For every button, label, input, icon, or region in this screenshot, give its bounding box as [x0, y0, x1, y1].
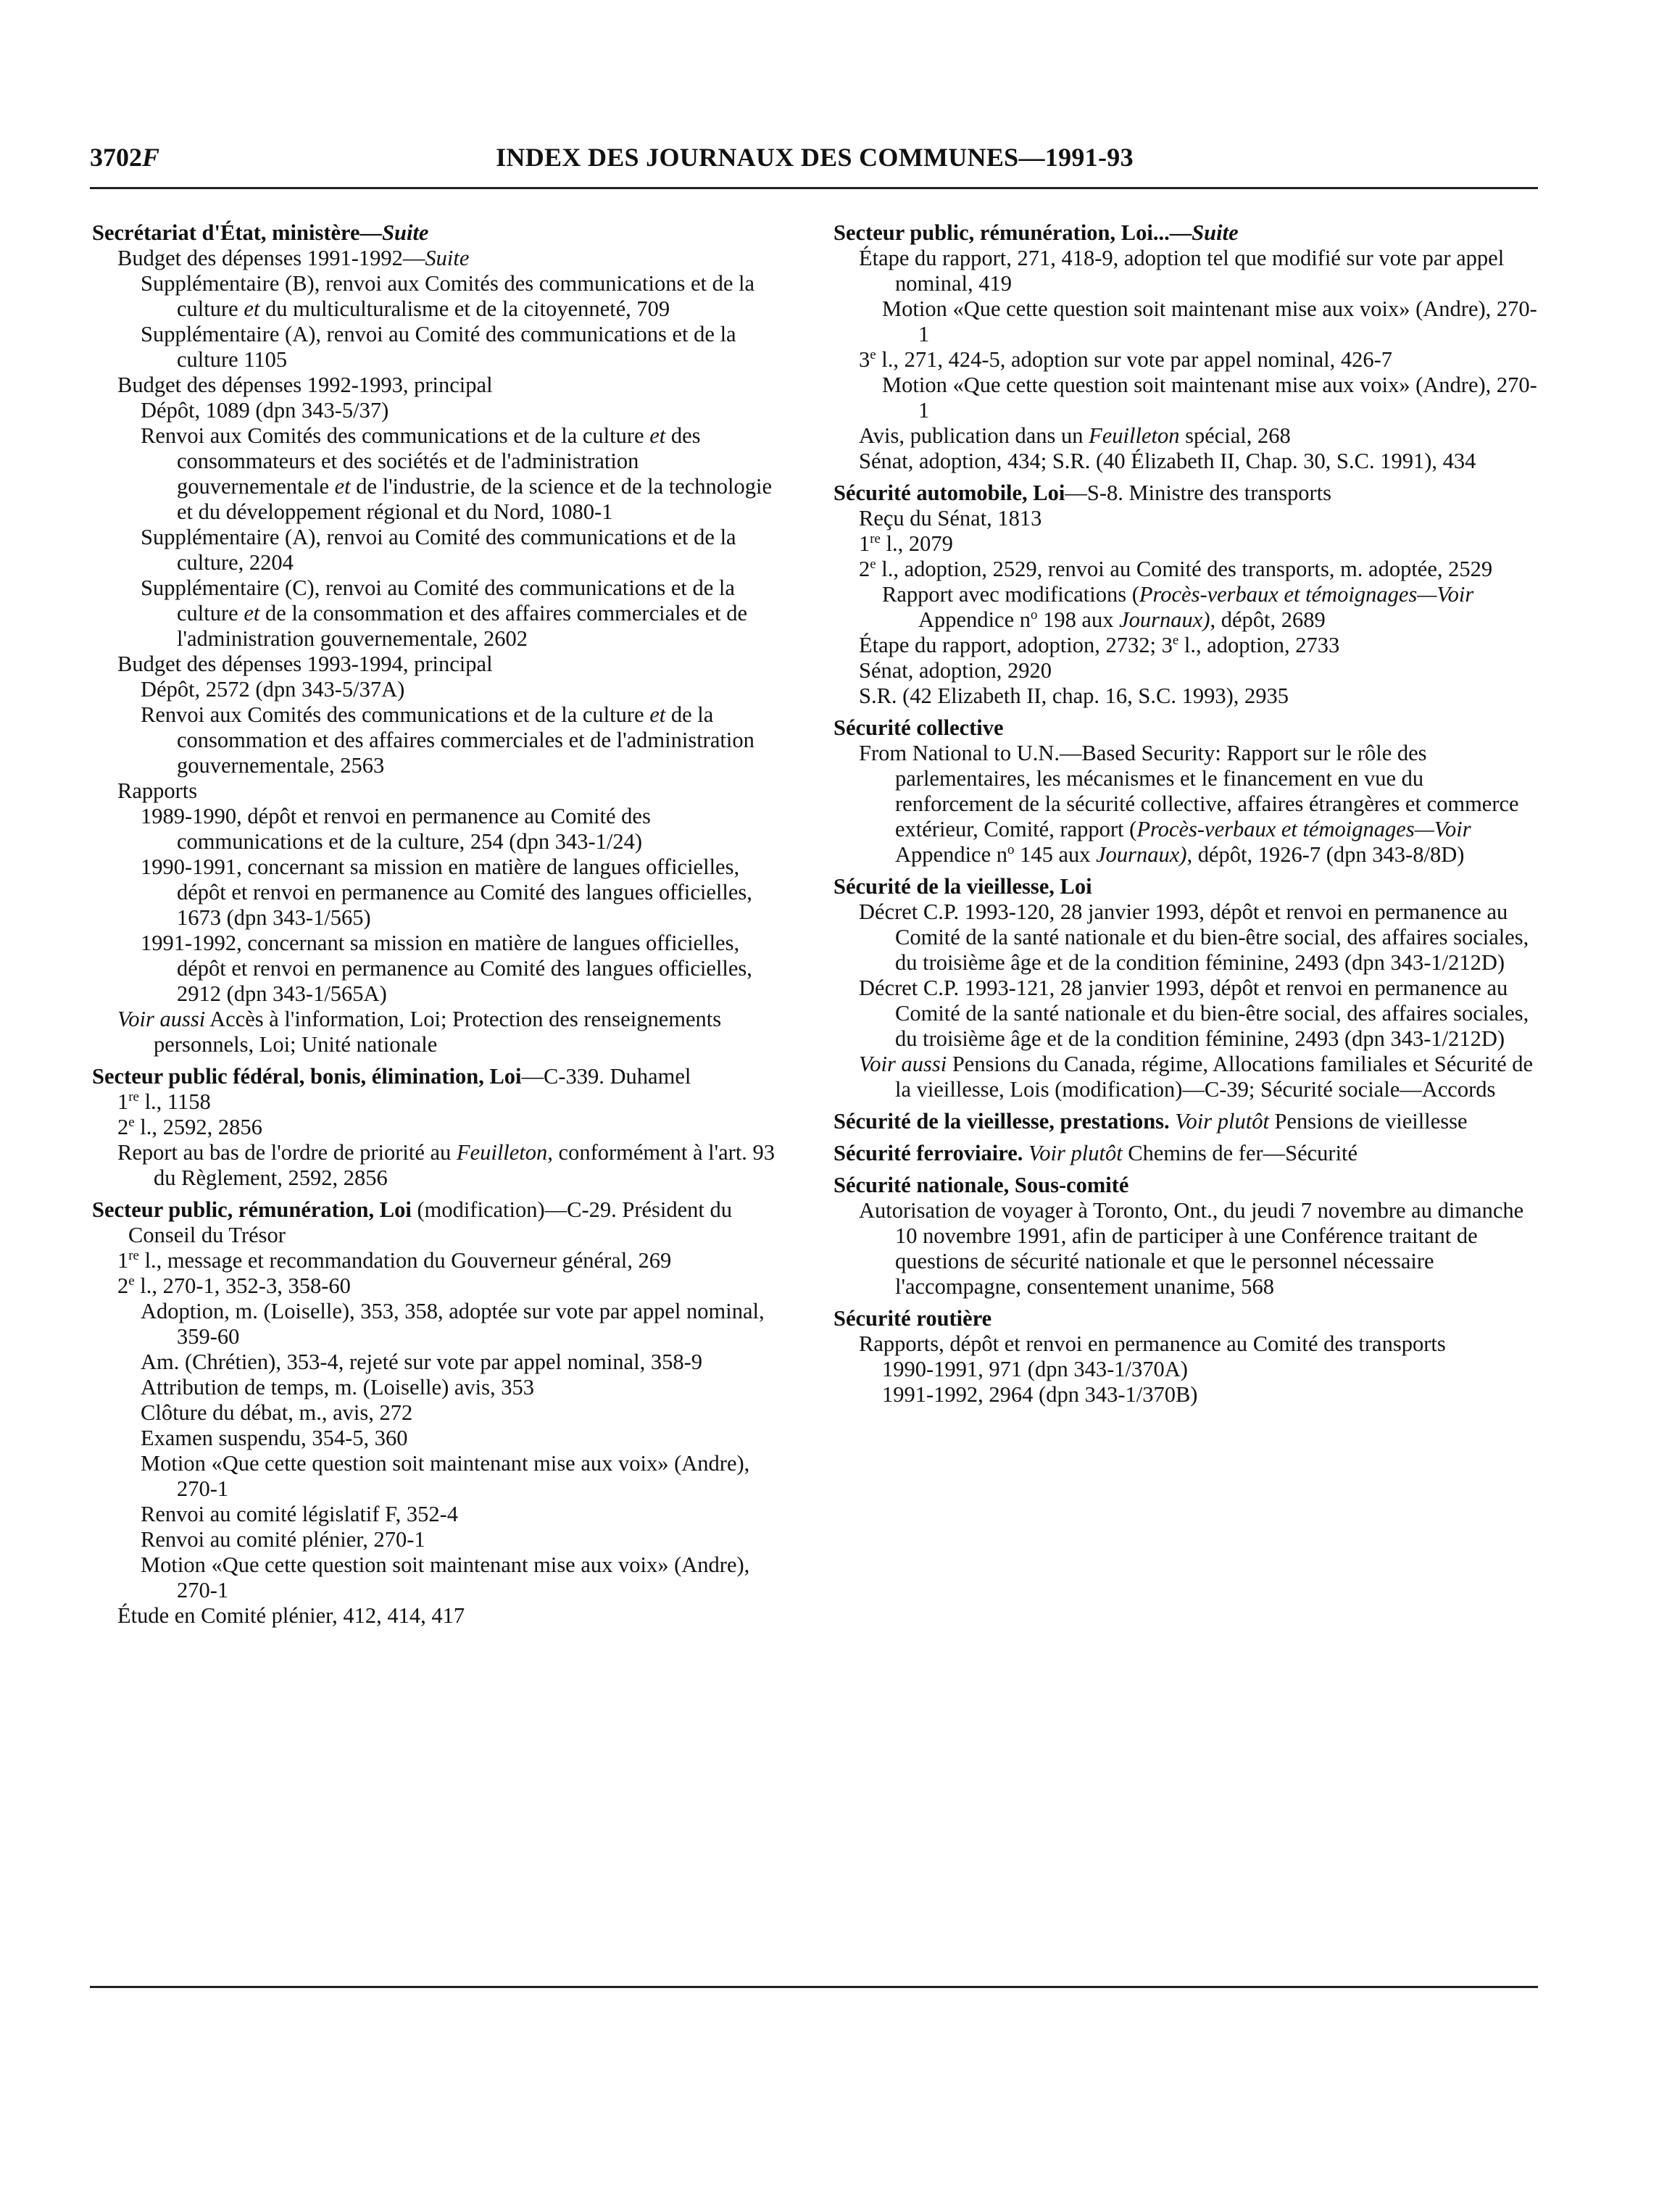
index-entry [859, 658, 1538, 683]
entry-text: 2 [859, 557, 870, 581]
index-heading [833, 1173, 1538, 1198]
entry-text: 3 [859, 347, 870, 372]
entry-text: Chemins de fer—Sécurité [1122, 1141, 1358, 1165]
entry-text: Sécurité de la vieillesse, Loi [833, 874, 1092, 899]
index-heading [833, 481, 1538, 506]
index-entry [859, 1198, 1538, 1300]
entry-text: Adoption, m. (Loiselle), 353, 358, adoptée sur vote par appel nominal, 359-60 [141, 1299, 765, 1349]
index-entry [141, 1400, 788, 1426]
entry-text: Motion «Que cette question soit maintenant mise aux voix» (Andre), 270-1 [141, 1451, 750, 1501]
entry-text: Budget des dépenses 1991-1992— [117, 246, 425, 270]
entry-text: Renvoi aux Comités des communications et de la culture [141, 702, 650, 727]
entry-text: Secteur public, rémunération, Loi...— [833, 220, 1192, 245]
index-entry [141, 398, 788, 423]
entry-text: Suite [382, 220, 429, 245]
index-entry [117, 1273, 788, 1299]
entry-text: re [870, 531, 881, 546]
entry-text: Budget des dépenses 1993-1994, principal [117, 652, 493, 676]
entry-text: Appendice n [918, 607, 1031, 632]
entry-text: Reçu du Sénat, 1813 [859, 506, 1042, 531]
entry-text: Procès-verbaux et témoignages—Voir [1139, 582, 1474, 607]
entry-text: Examen suspendu, 354-5, 360 [141, 1426, 408, 1450]
entry-text: des consommateurs et des sociétés et de l'administration gouvernementale [177, 423, 701, 499]
index-entry [859, 347, 1538, 373]
index-entry [882, 1357, 1538, 1382]
entry-text [1023, 1141, 1028, 1165]
index-heading [833, 874, 1538, 899]
index-column-right [833, 220, 1538, 1408]
entry-text: Procès-verbaux et témoignages—Voir [1136, 817, 1471, 841]
index-heading [92, 1197, 788, 1248]
index-entry [859, 423, 1538, 449]
index-entry [859, 899, 1538, 976]
entry-text: et [649, 702, 666, 727]
entry-text: Sécurité de la vieillesse, prestations. [833, 1109, 1170, 1134]
entry-text: e [870, 346, 876, 362]
entry-text: Rapports [117, 778, 198, 803]
index-entry [141, 1502, 788, 1527]
index-entry [859, 683, 1538, 709]
entry-text: Voir aussi [117, 1007, 206, 1031]
entry-text: Dépôt, 2572 (dpn 343-5/37A) [141, 677, 405, 702]
entry-text: l., 2079 [880, 531, 953, 556]
entry-text: l., adoption, 2733 [1178, 633, 1340, 657]
entry-text: (modification)—C-29. Président du Conseil du Trésor [128, 1197, 733, 1247]
index-entry [117, 1140, 788, 1191]
index-heading [92, 220, 788, 246]
index-entry [859, 1331, 1538, 1357]
entry-text: 1991-1992, concernant sa mission en matière de langues officielles, dépôt et renvoi en permanence au Comité des langues officielles, 2912 (dpn 343-1/565A) [141, 931, 752, 1006]
entry-text: Renvoi au comité législatif F, 352-4 [141, 1502, 459, 1526]
index-entry [882, 373, 1538, 423]
index-entry [117, 373, 788, 398]
entry-text: Sécurité ferroviaire. [833, 1141, 1023, 1165]
entry-text: Sécurité automobile, Loi [833, 481, 1065, 505]
entry-text: 198 aux [1037, 607, 1120, 632]
index-entry [117, 1007, 788, 1057]
index-entry [141, 1552, 788, 1603]
index-entry [141, 525, 788, 575]
entry-text: Rapport avec modifications ( [882, 582, 1139, 607]
index-entry [141, 855, 788, 931]
entry-text: 1990-1991, concernant sa mission en matière de langues officielles, dépôt et renvoi en permanence au Comité des langues officielles, 1673 (dpn 343-1/565) [141, 855, 752, 930]
entry-text: re [128, 1089, 139, 1105]
entry-text: Rapports, dépôt et renvoi en permanence au Comité des transports [859, 1331, 1446, 1356]
index-entry [117, 1248, 788, 1273]
entry-text: Décret C.P. 1993-121, 28 janvier 1993, dépôt et renvoi en permanence au Comité de la santé nationale et du bien-être social, des affaires sociales, du troisième âge et de la condition féminine, 2493 (dpn 343-1/212D) [859, 976, 1529, 1051]
index-entry [141, 931, 788, 1007]
entry-text: Renvoi au comité plénier, 270-1 [141, 1527, 425, 1552]
entry-text: S.R. (42 Elizabeth II, chap. 16, S.C. 1993), 2935 [859, 683, 1289, 708]
index-entry [859, 246, 1538, 296]
entry-text: Secrétariat d'État, ministère— [92, 220, 383, 245]
entry-text: From National to U.N.—Based Security: Rapport sur le rôle des parlementaires, les mécanismes et le financement en vue du renforcement de la sécurité collective, affaires étrangères et commerce extérieur, Comité, rapport ( [859, 741, 1519, 841]
entry-text: 2 [117, 1115, 129, 1139]
entry-text: —S-8. Ministre des transports [1065, 481, 1332, 505]
entry-text: Secteur public fédéral, bonis, élimination, Loi [92, 1064, 522, 1089]
index-heading [833, 220, 1538, 246]
entry-text: Étude en Comité plénier, 412, 414, 417 [117, 1603, 465, 1628]
entry-text: Feuilleton, [456, 1140, 553, 1165]
entry-text: Sécurité collective [833, 715, 1004, 740]
index-entry [117, 1603, 788, 1629]
index-entry [141, 1451, 788, 1502]
entry-text: Journaux), [1096, 842, 1193, 867]
entry-text: l., 270-1, 352-3, 358-60 [134, 1273, 351, 1298]
entry-text: 2 [117, 1273, 129, 1298]
entry-text: Motion «Que cette question soit maintenant mise aux voix» (Andre), 270-1 [882, 296, 1537, 346]
index-heading [92, 1064, 788, 1089]
entry-text: et [244, 601, 260, 625]
entry-text: et [649, 423, 666, 448]
entry-text: —C-339. Duhamel [521, 1064, 691, 1089]
entry-text: Budget des dépenses 1992-1993, principal [117, 373, 493, 397]
entry-text: 1 [859, 531, 870, 556]
index-entry [859, 976, 1538, 1052]
index-entry [882, 296, 1538, 347]
entry-text: o [1031, 607, 1038, 623]
index-entry [859, 506, 1538, 531]
entry-text: de la consommation et des affaires commerciales et de l'administration gouvernementale, 2563 [177, 702, 754, 778]
entry-text: Sénat, adoption, 434; S.R. (40 Élizabeth II, Chap. 30, S.C. 1991), 434 [859, 449, 1476, 473]
entry-text: dépôt, 2689 [1215, 607, 1326, 632]
index-entry [141, 702, 788, 778]
index-entry [141, 1375, 788, 1400]
entry-text: Pensions de vieillesse [1268, 1109, 1468, 1134]
entry-text: Suite [425, 246, 470, 270]
entry-text: de la consommation et des affaires commerciales et de l'administration gouvernementale, 2602 [177, 601, 748, 651]
entry-text: Motion «Que cette question soit maintenant mise aux voix» (Andre), 270-1 [882, 373, 1537, 423]
index-entry [859, 741, 1538, 868]
index-entry [859, 531, 1538, 557]
entry-text: du multiculturalisme et de la citoyenneté, 709 [259, 296, 670, 321]
entry-text: 1 [117, 1248, 129, 1273]
entry-text: Pensions du Canada, régime, Allocations familiales et Sécurité de la vieillesse, Lois (modification)—C-39; Sécurité sociale—Accords [895, 1052, 1534, 1102]
index-entry [117, 246, 788, 271]
index-entry [859, 633, 1538, 658]
page-number: 3702F [90, 143, 160, 172]
entry-text: Feuilleton [1089, 423, 1180, 448]
entry-text: re [128, 1247, 139, 1263]
index-heading [833, 1141, 1538, 1166]
index-column-left [92, 220, 788, 1629]
header-rule [90, 187, 1538, 189]
index-entry [882, 1382, 1538, 1408]
entry-text: Sécurité routière [833, 1306, 992, 1331]
entry-text: Am. (Chrétien), 353-4, rejeté sur vote par appel nominal, 358-9 [141, 1350, 702, 1374]
entry-text: 1 [117, 1089, 129, 1114]
index-entry [141, 804, 788, 855]
entry-text: Supplémentaire (A), renvoi au Comité des communications et de la culture 1105 [141, 322, 736, 372]
index-entry [141, 1299, 788, 1350]
running-title: INDEX DES JOURNAUX DES COMMUNES—1991-93 [496, 143, 1134, 172]
entry-text: Journaux), [1119, 607, 1216, 632]
entry-text: Motion «Que cette question soit maintenant mise aux voix» (Andre), 270-1 [141, 1552, 750, 1602]
entry-text: Secteur public, rémunération, Loi [92, 1197, 412, 1222]
entry-text: 1991-1992, 2964 (dpn 343-1/370B) [882, 1382, 1198, 1407]
entry-text: Étape du rapport, adoption, 2732; 3 [859, 633, 1173, 657]
index-entry [117, 1089, 788, 1115]
entry-text: e [128, 1114, 135, 1130]
entry-text: Sécurité nationale, Sous-comité [833, 1173, 1129, 1197]
index-entry [117, 1115, 788, 1140]
index-entry [141, 1350, 788, 1375]
index-heading [833, 1109, 1538, 1134]
index-entry [117, 652, 788, 677]
entry-text: et [244, 296, 260, 321]
index-entry [141, 322, 788, 373]
index-entry [141, 575, 788, 652]
entry-text: Supplémentaire (A), renvoi au Comité des communications et de la culture, 2204 [141, 525, 736, 575]
entry-text: spécial, 268 [1179, 423, 1291, 448]
index-entry [141, 677, 788, 702]
entry-text: Avis, publication dans un [859, 423, 1089, 448]
entry-text: Supplémentaire (C), renvoi au Comité des communications et de la culture [141, 575, 735, 625]
index-entry [882, 582, 1538, 633]
entry-text: l., 271, 424-5, adoption sur vote par appel nominal, 426-7 [876, 347, 1393, 372]
entry-text: Sénat, adoption, 2920 [859, 658, 1052, 683]
entry-text: Autorisation de voyager à Toronto, Ont., du jeudi 7 novembre au dimanche 10 novembre 1991, afin de participer à une Conférence traitant de questions de sécurité nationale et que le personnel nécessaire l'accompagne, consentement unanime, 568 [859, 1198, 1524, 1299]
entry-text: Attribution de temps, m. (Loiselle) avis, 353 [141, 1375, 534, 1400]
index-entry [859, 1052, 1538, 1102]
entry-text: o [1007, 841, 1015, 857]
entry-text: Décret C.P. 1993-120, 28 janvier 1993, dépôt et renvoi en permanence au Comité de la santé nationale et du bien-être social, des affaires sociales, du troisième âge et de la condition féminine, 2493 (dpn 343-1/212D) [859, 899, 1529, 975]
entry-text: l., 1158 [138, 1089, 211, 1114]
entry-text: Clôture du débat, m., avis, 272 [141, 1400, 413, 1425]
entry-text: Appendice n [895, 842, 1007, 867]
index-entry [117, 778, 788, 804]
index-heading [833, 1306, 1538, 1331]
entry-text: e [128, 1273, 135, 1289]
entry-text: Accès à l'information, Loi; Protection des renseignements personnels, Loi; Unité nationale [154, 1007, 722, 1057]
entry-text: Voir plutôt [1028, 1141, 1123, 1165]
entry-text: Suite [1192, 220, 1239, 245]
entry-text: e [1172, 632, 1179, 648]
index-entry [859, 557, 1538, 582]
entry-text: 1989-1990, dépôt et renvoi en permanence au Comité des communications et de la culture, 254 (dpn 343-1/24) [141, 804, 651, 854]
entry-text: l., 2592, 2856 [134, 1115, 262, 1139]
footer-rule [90, 1986, 1538, 1988]
index-heading [833, 715, 1538, 741]
entry-text: et [334, 474, 351, 499]
page-header [90, 142, 1539, 186]
index-entry [859, 449, 1538, 474]
entry-text: dépôt, 1926-7 (dpn 343-8/8D) [1192, 842, 1465, 867]
entry-text: e [870, 556, 876, 572]
entry-text: Voir aussi [859, 1052, 947, 1076]
entry-text: Renvoi aux Comités des communications et de la culture [141, 423, 650, 448]
index-entry [141, 423, 788, 525]
entry-text: Report au bas de l'ordre de priorité au [117, 1140, 457, 1165]
entry-text: Supplémentaire (B), renvoi aux Comités des communications et de la culture [141, 271, 755, 321]
entry-text: conformément à l'art. 93 du Règlement, 2592, 2856 [154, 1140, 776, 1190]
index-entry [141, 271, 788, 322]
index-entry [141, 1527, 788, 1552]
entry-text: l., message et recommandation du Gouverneur général, 269 [138, 1248, 672, 1273]
entry-text: 1990-1991, 971 (dpn 343-1/370A) [882, 1357, 1188, 1381]
entry-text: de l'industrie, de la science et de la technologie et du développement régional et du Nord, 1080-1 [177, 474, 773, 524]
entry-text: l., adoption, 2529, renvoi au Comité des transports, m. adoptée, 2529 [876, 557, 1493, 581]
entry-text: Étape du rapport, 271, 418-9, adoption tel que modifié sur vote par appel nominal, 419 [859, 246, 1505, 296]
entry-text: 145 aux [1014, 842, 1097, 867]
entry-text: Dépôt, 1089 (dpn 343-5/37) [141, 398, 389, 423]
index-entry [141, 1426, 788, 1451]
entry-text: Voir plutôt [1175, 1109, 1269, 1134]
